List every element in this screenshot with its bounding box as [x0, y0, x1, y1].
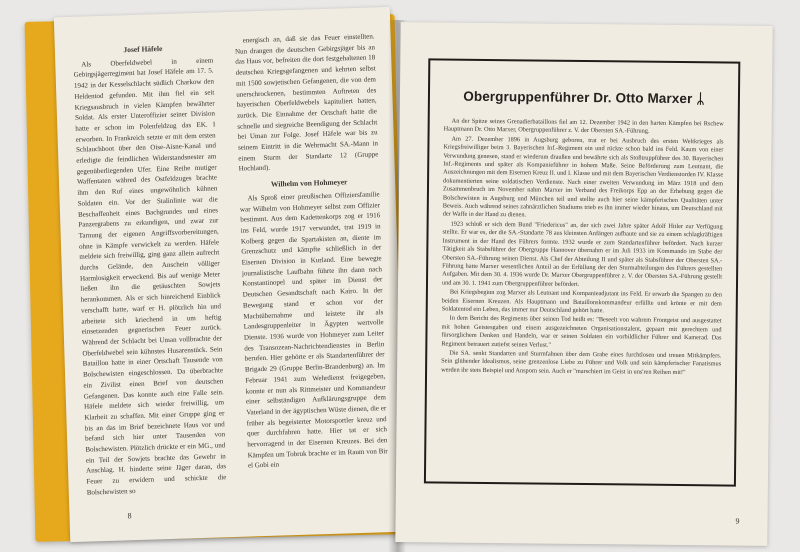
obituary-paragraph: In dem Bericht des Regiments über seinen Tod heißt es: "Beseelt von wahrem Frontgeist und ausgestattet mit hohen Geistesgaben und einem ausgezeichneten Organisationstalent, gepaart mit gerechtem und fürsorglichem Denken und Handeln, war er seinen Soldaten ein vorbildlicher Führer und Kamerad. Das Regiment betrauert zutiefst seinen Verlust." [441, 314, 722, 349]
page-number-left: 8 [127, 511, 132, 521]
obituary-paragraph: An der Spitze seines Grenadierbataillons fiel am 12. Dezember 1942 in den harten Kämpfen bei Rschew Hauptmann Dr. Otto Marxer, Obergruppenführer z. V. der Obersten SA.-Führung. [443, 117, 724, 136]
obituary-paragraph: Bei Kriegsbeginn zog Marxer als Leutnant und Kompanieadjutant ins Feld. Er erwarb die Spangen zu den beiden Eisernen Kreuzen. Als Hauptmann und Bataillonskommandeur erfüllte und krönte er mit dem Soldatentod ein Leben, das immer nur Deutschland gehört hatte. [441, 288, 722, 315]
left-column-1 [73, 42, 227, 500]
section-text-hafele-continued: energisch an, daß sie das Feuer einstellten. Nun drangen die deutschen Gebirgsjäger bis an das Haus vor, befreiten die dort festgehaltenen 18 deutschen Kriegsgefangenen und kehrten selbst mit 1500 sowjetischen Gefangenen, die von dem unerschrockenen, bestimmten Auftreten des bayerischen Oberfeldwebels kapituliert hatten, zurück. Die Einnahme der Ortschaft hatte die schnelle und siegreiche Beendigung der Schlacht bei Uman zur Folge. Josef Häfele war bis zu seinem Eintritt in die Wehrmacht SA.-Mann in einem Sturm der Standarte 12 (Gruppe Hochland). [234, 32, 379, 174]
section-title-hafele: Josef Häfele [123, 44, 163, 55]
obituary-paragraph: Die SA. senkt Standarten und Sturmfahnen über dem Grabe eines furchtlosen und treuen Mitkämpfers. Sein glühender Idealismus, seine grenzenlose Liebe zu Führer und Volk und sein kämpferischer Fanatismus werden ihr stets Beispiel und Ansporn sein. Auch er "marschiert im Geist in uns'ren Reihen mit!" [441, 349, 722, 376]
left-page [54, 7, 406, 542]
right-page [395, 22, 772, 546]
obituary-paragraph: 1923 schloß er sich dem Bund "Friedericus" an, der sich zwei Jahre später Adolf Hitler zur Verfügung stellte. Er war es, der die SA.-Standarte 78 aus kleinsten Anfängen aufbaute und sie zu einem schlagkräftigen Instrument in der Hand des Führers formte. 1932 wurde er zum Standartenführer befördert. Nach kurzer Tätigkeit als Stabsführer der Obergruppe Hannover übernahm er im Juli 1933 im Kommando im Stabe der Obersten SA.-Führung seinen Dienst. Als Chef der Abteilung II und später als Stabsführer der Obersten SA.-Führung hatte Marxer wesentlichen Anteil an der Erfüllung der den Sturmabteilungen des Führers gestellten Aufgaben. Mit dem 30. 4. 1936 wurde Dr. Marxer Obergruppenführer z. V. der Obersten SA.-Führung gestellt und am 30. 1. 1941 zum Obergruppenführer befördert. [441, 220, 723, 288]
obituary-title [444, 89, 724, 107]
left-column-2 [235, 31, 389, 473]
obituary-frame [424, 58, 740, 486]
section-text-hafele: Als Oberfeldwebel in einem Gebirgsjägerregiment hat Josef Häfele am 17. 5. 1942 in der Kesselschlacht südlich Charkow den Heldentod gefunden. Mit ihm fiel ein seit Kriegsausbruch in vielen Kämpfen bewährter Soldat. Als erster Unteroffizier seiner Division hatte er schon im Polenfeldzug das EK. I erworben. In Frankreich setzte er mit dem ersten Schlauchboot über den Oise-Aisne-Kanal und erledigte die feindlichen Widerstandsnester am gegenüberliegenden Ufer. Eine Reihe mutiger Waffentaten währed des Ostfeldzuges brachte ihm den Ruf eines ungewöhnlich kühnen Soldaten ein. Vor der Stalinlinie war die Beschaffenheit eines Bachgrundes und eines Panzergrabens zu erkundigen, und zwar zur Tarnung der eigenen Angriffsvorbereitungen, ohne in Kämpfe verwickelt zu werden. Häfele meldete sich freiwillig, ging ganz allein aufrecht durchs Gelände, den Anschein völliger Harmlosigkeit erweckend. Bis auf wenige Meter ließen ihn die getäuschten Sowjets herankommen. Als er sich hinreichend Einblick verschafft hatte, warf er H. plötzlich hin und arbeitete sich kriechend in um heftig einsetzenden gegnerischen Feuer zurück. Während der Schlacht bei Uman vollbrachte der Oberfeldwebel sein kühnstes Husarenstück. Sein Bataillon hatte in einer Ortschaft Tausende von Bolschewisten eingeschlossen. Da überbrachte ein Zivilist einen Brief von deutschen Gefangenen. Das konnte auch eine Falle sein. Häfele meldete sich wieder freiwillig, um Klarheit zu schaffen. Mit einer Gruppe ging er bis an das im Brief bezeichnete Haus vor und befand sich hier unter Tausenden von Bolschewisten. Plötzlich drückte er ein MG., und ein Teil der Sowjets brachte das Gewehr in Anschlag. H. hinderte seine Jäger daran, das Feuer zu erwidern und schickte die Bolschewisten so [73, 56, 227, 497]
rune-icon: ᛦ [696, 91, 705, 107]
obituary-title-text: Obergruppenführer Dr. Otto Marxer [463, 88, 693, 107]
section-title-hohmeyer: Wilhelm von Hohmeyer [270, 177, 348, 189]
page-number-right: 9 [735, 516, 740, 526]
section-text-hohmeyer: Als Sproß einer preußischen Offiziersfamilie war Wilhelm von Hohmeyer selbst zum Offizier bestimmt. Aus dem Kadettenkorps zog er 1916 ins Feld, wurde 1917 verwundet, trat 1919 in Kolberg gegen die Spartakisten an, diente im Grenzschutz und kämpfte schließlich in der Eisernen Division in Kurland. Eine bewegte journalistische Laufbahn führte ihn dann nach Konstantinopel und später im Dienst der Deutschen Gesandtschaft nach Kairo. In der Bewegung stand er schon vor der Machtübernahme und leistete ihr als Landesgruppenleiter in Ägypten wertvolle Dienste. 1936 wurde von Hohmeyer zum Leiter des Transozean-Nachrichtendienstes in Berlin berufen. Hier gehörte er als Standartenführer der Brigade 29 (Gruppe Berlin-Brandenburg) an. Im Februar 1941 zum Wehrdienst freigegeben, konnte er nun als Rittmeister und Kommandeur einer selbständigen Aufklärungsgruppe dem Vaterland in der ägyptischen Wüste dienen, die er früher als begeisterter Motorsportler kreuz und quer durchfahren hatte. Hier tat er sich hervorragend in der Eisernen Kreuzes. Bei den Kämpfen um Tobruk brachte er im Raum von Bir el Gobi ein [239, 190, 388, 470]
obituary-paragraph: Am 27. Dezember 1896 in Augsburg geboren, trat er bei Ausbruch des ersten Weltkrieges als Kriegsfreiwilliger beim 3. Bayerischen Inf.-Regiment ein und rückte schon bald ins Feld. Kaum von einer Verwundung genesen, stand er wiederum draußen und bewährte sich als Stoßtruppführer des 30. Bayerischen Inf.-Regiments und später als Kompanieführer in hohem Maße. Seine Beförderung zum Leutnant, die Auszeichnungen mit dem Eisernen Kreuz II. und I. Klasse und mit dem Bayerischen Verdienstorden IV. Klasse dokumentierten seine soldatischen Verdienste. Nach einer zweiten Verwundung im März 1918 und dem Zusammenbruch im November nahm Marxer im Verband des Freikorps Epp an der Erhebung gegen die Bolschewisten in Augsburg und München teil und stellte auch hier seine kämpferischen Qualitäten unter Beweis. Auch während seines zahnärztlichen Studiums trieb es ihn immer wieder hinaus, um Deutschland mit der Waffe in der Hand zu dienen. [442, 135, 724, 219]
